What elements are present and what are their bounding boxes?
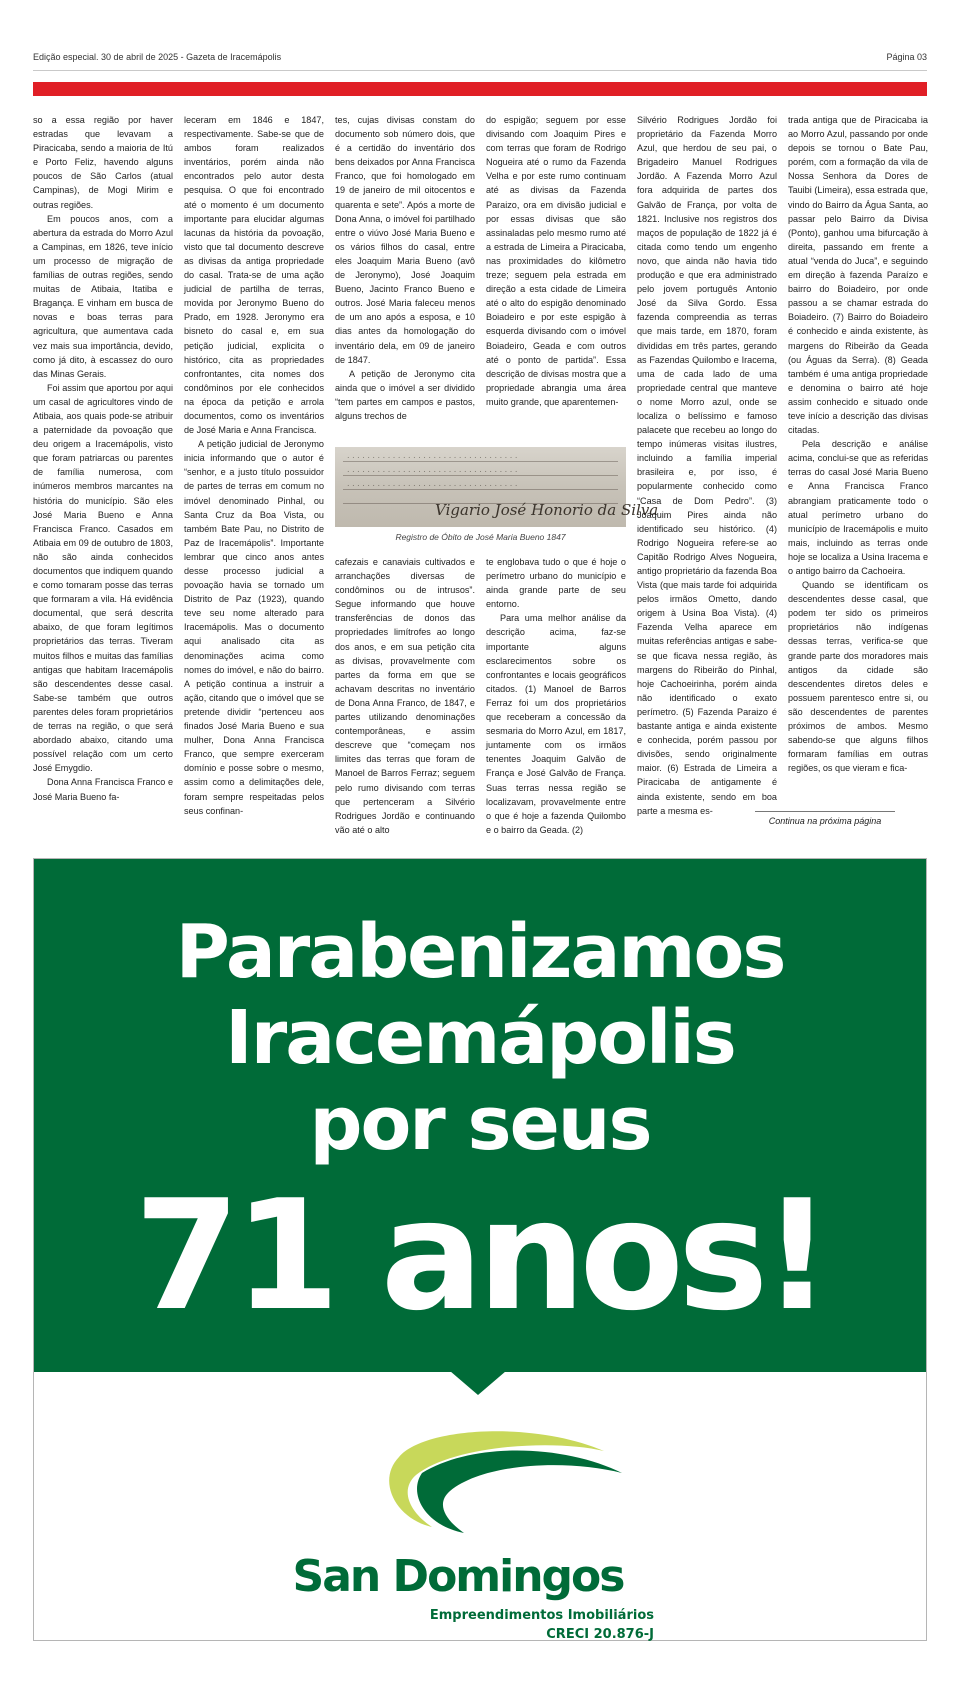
header-divider: [33, 70, 927, 71]
paragraph: Pela descrição e análise acima, conclui-se que as referidas terras do casal José Maria Bueno e Anna Francisca Franco abrangiam praticamente todo o atual perímetro urbano do município de Iracemápolis e muito mais, incluindo as terras onde hoje se localiza a Usina Iracema e o antigo bairro da Cachoeira.: [788, 439, 928, 576]
paragraph: so a essa região por haver estradas que levavam a Piracicaba, sendo a maioria de Itú e Porto Feliz, havendo alguns poucos de São Carlos (atual Campinas), de Mogi Mirim e outras regiões.: [33, 115, 173, 210]
edition-line: Edição especial. 30 de abril de 2025 - Gazeta de Iracemápolis: [33, 52, 282, 62]
article-columns: [33, 113, 928, 835]
ad-headline-line-3: por seus: [309, 1081, 651, 1167]
ad-headline-years: 71 anos!: [134, 1167, 826, 1344]
advertisement: [33, 858, 927, 1641]
paragraph: A petição de Jeronymo cita ainda que o imóvel a ser dividido “tem partes em campos e pastos, alguns trechos de: [335, 368, 475, 421]
article-column-5: [637, 113, 777, 828]
paragraph: tes, cujas divisas constam do documento sob número dois, que é a certidão do inventário dos bens deixados por Anna Francisca Franco, que foi homologado em 19 de janeiro de mil oitocentos e quarenta e sete”. Após a morte de Dona Anna, o imóvel foi partilhado entre o viúvo José Maria Bueno e os vários filhos do casal, entre eles Joaquim Maria Bueno (avô de Jeronymo), José Joaquim Bueno, Jacinto Franco Bueno e outros. José Maria faleceu menos de um ano após a esposa, e 10 dias antes da homologação do inventário dela, em 09 de janeiro de 1847.: [335, 115, 475, 365]
paragraph: Foi assim que aportou por aqui um casal de agricultores vindo de Atibaia, aos quais pode-se atribuir a paternidade da povoação que deu origem a Iracemápolis, visto que foram patriarcas ou parentes de família numerosa, com inúmeros membros marcantes na história do município. São eles José Maria Bueno e Anna Francisca Franco. Casados em Atibaia em 09 de outubro de 1803, não são ainda conhecidos documentos que indiquem quando e como tomaram posse das terras que formaram a vila. Há evidência documental, que será descrita abaixo, de que foram legítimos proprietários das terras. Tiveram muitos filhos e muitas das famílias antigas que habitam Iracemápolis são descendentes desse casal. Sabe-se também que outros parentes deles foram proprietários de terras na região, o que será abordado abaixo, citando uma possível relação com um certo José Emygdio.: [33, 382, 173, 774]
paragraph: leceram em 1846 e 1847, respectivamente. Sabe-se que de ambos foram realizados inventários, porém ainda não encontrados pelo autor desta pesquisa. O que foi encontrado até o momento é um documento importante para elucidar algumas lacunas da história da povoação, visto que tal documento descreve as divisas da antiga propriedade do casal. Trata-se de uma ação judicial de partilha de terras, movida por Jeronymo Bueno do Prado, em 1928. Jeronymo era bisneto do casal e, em sua petição judicial, explicita o histórico, cita as propriedades confrontantes, cita nomes dos condôminos por ele conhecidos na época da petição e arrola documentos, como os inventários de José Maria e Anna Francisca.: [184, 115, 324, 436]
paragraph: Para uma melhor análise da descrição acima, faz-se importante alguns esclarecimentos sobre os confrontantes e locais geográficos citados. (1) Manoel de Barros Ferraz foi um dos proprietários que receberam a concessão da sesmaria do Morro Azul, em 1817, juntamente com os irmãos tenentes Joaquim Galvão de França e José Galvão de França. Suas terras nessa região se localizavam, provavelmente entre o que é hoje a fazenda Quilombo e o bairro da Geada. (2): [486, 613, 626, 835]
red-accent-bar: [33, 82, 927, 96]
signature: Vigario José Honorio da Silva: [435, 501, 659, 519]
article-column-1: [33, 113, 173, 828]
paragraph: te englobava tudo o que é hoje o perímetro urbano do município e ainda grande parte de seu entorno.: [486, 557, 626, 610]
paragraph: Quando se identificam os descendentes desse casal, que podem ter sido os primeiros proprietários não indígenas dessas terras, verifica-se que grande parte dos moradores mais antigos da cidade são descendentes diretos deles e possuem parentesco entre si, ou são descendentes de parentes próximos de ambos. Mesmo sabendo-se que alguns filhos formaram famílias em outras regiões, os que vieram e fica-: [788, 580, 928, 774]
paragraph: do espigão; seguem por esse divisando com Joaquim Pires e com terras que foram de Rodrigo Nogueira até o rumo da Fazenda Velha e por este rumo continuam até as divisas da Fazenda Paraizo, ora em divisão judicial e por essas divisas que são assinaladas pelo mesmo rumo até a estrada de Limeira a Piracicaba, nas proximidades do kilômetro treze; seguem pela estrada em direção a esta cidade de Limeira até o alto do espigão denominado Boiadeiro e por este espigão à esquerda divisando com o imóvel Boiadeiro, Geada e com outros até o ponto de partida”. Essa descrição de divisas mostra que a propriedade abrangia uma área muito grande, que aparentemen-: [486, 115, 626, 407]
paragraph: Dona Anna Francisca Franco e José Maria Bueno fa-: [33, 777, 173, 802]
paragraph: A petição judicial de Jeronymo inicia informando que o autor é “senhor, e a justo título possuidor de partes de terras em comum no imóvel denominado Pinhal, ou Santa Cruz da Boa Vista, ou também Bate Pau, no Distrito de Paz de Iracemápolis”. Importante lembrar que cinco anos antes desse processo judicial a povoação havia se tornado um Distrito de Paz (1923), quando teve seu nome alterado para Iracemápolis. Mas o documento aqui analisado cita as denominações acima como nomes do imóvel, e não do bairro. A petição continua a instruir a ação, citando que o imóvel que se pretende dividir “pertenceu aos finados José Maria Bueno e sua mulher, Dona Anna Francisca Franco, que sempre exerceram domínio e posse sobre o mesmo, assim como a delimitações dele, foram sempre respeitadas pelos seus confinan-: [184, 439, 324, 816]
paragraph: cafezais e canaviais cultivados e arranchações diversas de condôminos ou de intrusos”. Segue informando que houve transferências de donos das propriedades limítrofes ao longo dos anos, e em sua petição cita as divisas, provavelmente com partes da forma em que se achavam descritas no inventário de Dona Anna Franco, de 1847, e partes utilizando denominações contemporâneas, e assim descreve que “começam nos limites das terras que foram de Manoel de Barros Ferraz; seguem pelo rumo divisando com terras que pertenceram a Silvério Rodrigues Jordão e continuando vão até o alto: [335, 557, 475, 835]
article-column-4-top: [486, 113, 626, 413]
paragraph: Silvério Rodrigues Jordão foi proprietário da Fazenda Morro Azul, que herdou de seu pai, o Brigadeiro Manuel Rodrigues Jordão. A Fazenda Morro Azul fora adquirida de partes dos Galvão de França, por volta de 1821. Inclusive nos registros dos maços de população de 1822 já é citada como tendo um engenho novo, que ainda não havia tido produção e que era administrado pelo jovem português Antonio José da Silva Gordo. Essa fazenda compreendia as terras que mais tarde, em 1870, foram divididas em três partes, gerando as Fazendas Quilombo e Iracema, uma de cada lado de uma propriedade central que manteve o nome Morro azul, onde se localiza o belíssimo e famoso palacete que recebeu ao longo do tempo inúmeras visitas ilustres, incluindo a família imperial brasileira e, por isso, é popularmente conhecido como “Casa de Dom Pedro”. (3) Joaquim Pires ainda não identificado seu histórico. (4) Rodrigo Nogueira refere-se ao Capitão Rodrigo Alves Nogueira, antigo proprietário da fazenda Boa Vista (que mais tarde foi adquirida pelos irmãos Ometto, dando origem à Usina Boa Vista). (4) Fazenda Velha aparece em muitas referências antigas e sabe-se que ficava nessa região, às margens do Ribeirão do Pinhal, hoje Cachoeirinha, porém ainda não identificado o exato perímetro. (5) Fazenda Paraizo é bastante antiga e ainda existente e conhecida, porém passou por divisões, sendo originalmente maior. (6) Estrada de Limeira a Piracicaba de antigamente é ainda existente, sendo em boa parte a mesma es-: [637, 115, 777, 816]
article-column-4-bottom: [486, 555, 626, 835]
death-record-image: . . . . . . . . . . . . . . . . . . . . . . . . . . . . . . . . . . . . . . . . . . . . . . . . . . . . . . . . . . . . . . . . . . . . . . . . . . . . . . . . . . . . . . . . . . . . . . . . . . . . . . Vigario José Honorio da Silva: [335, 447, 626, 527]
page-number: Página 03: [886, 52, 927, 62]
brand-tagline: Empreendimentos Imobiliários: [429, 1608, 654, 1623]
brand-swoosh-icon: [304, 1415, 644, 1565]
page-header: [33, 52, 927, 70]
ad-headline-line-1: Parabenizamos: [175, 909, 785, 995]
paragraph: Em poucos anos, com a abertura da estrada do Morro Azul a Campinas, em 1826, teve início um processo de migração de famílias de outras regiões, sendo muitas de Atibaia, Itatiba e Bragança. E vinham em busca de novas e boas terras para agricultura, que aumentava cada vez mais sua importância, devido, como já dito, à escassez do ouro das Minas Gerais.: [33, 213, 173, 379]
brand-creci: CRECI 20.876-J: [546, 1627, 654, 1642]
image-caption: Registro de Óbito de José Maria Bueno 1847: [395, 532, 566, 542]
ad-green-panel: [34, 859, 926, 1372]
article-column-6: [788, 113, 928, 813]
brand-name: San Domingos: [292, 1551, 624, 1602]
ad-headline-line-2: Iracemápolis: [225, 995, 735, 1081]
article-column-3-top: [335, 113, 475, 421]
paragraph: trada antiga que de Piracicaba ia ao Morro Azul, passando por onde depois se tornou o Bate Pau, porém, com a formação da vila de Nossa Senhora da Dores de Tauibi (Limeira), essa estrada que, vindo do Bairro da Água Santa, ao passar pelo Bairro da Divisa (Ponto), ganhou uma bifurcação à direita, passando em frente a atual “venda do Juca”, e seguindo em direção à fazenda Paraízo e bairro do Boiadeiro, por onde passou a se chamar estrada do Boiadeiro. (7) Bairro do Boiadeiro é conhecido e ainda existente, às margens do Ribeirão da Geada (ou Águas da Serra). (8) Geada também é uma antiga propriedade e denomina o bairro até hoje assim conhecido e situado onde teve início a descrição das divisas citadas.: [788, 115, 928, 436]
ad-pointer-notch: [450, 1371, 506, 1395]
article-column-2: [184, 113, 324, 828]
article-column-3-bottom: [335, 555, 475, 835]
continued-note: Continua na próxima página: [755, 811, 895, 826]
